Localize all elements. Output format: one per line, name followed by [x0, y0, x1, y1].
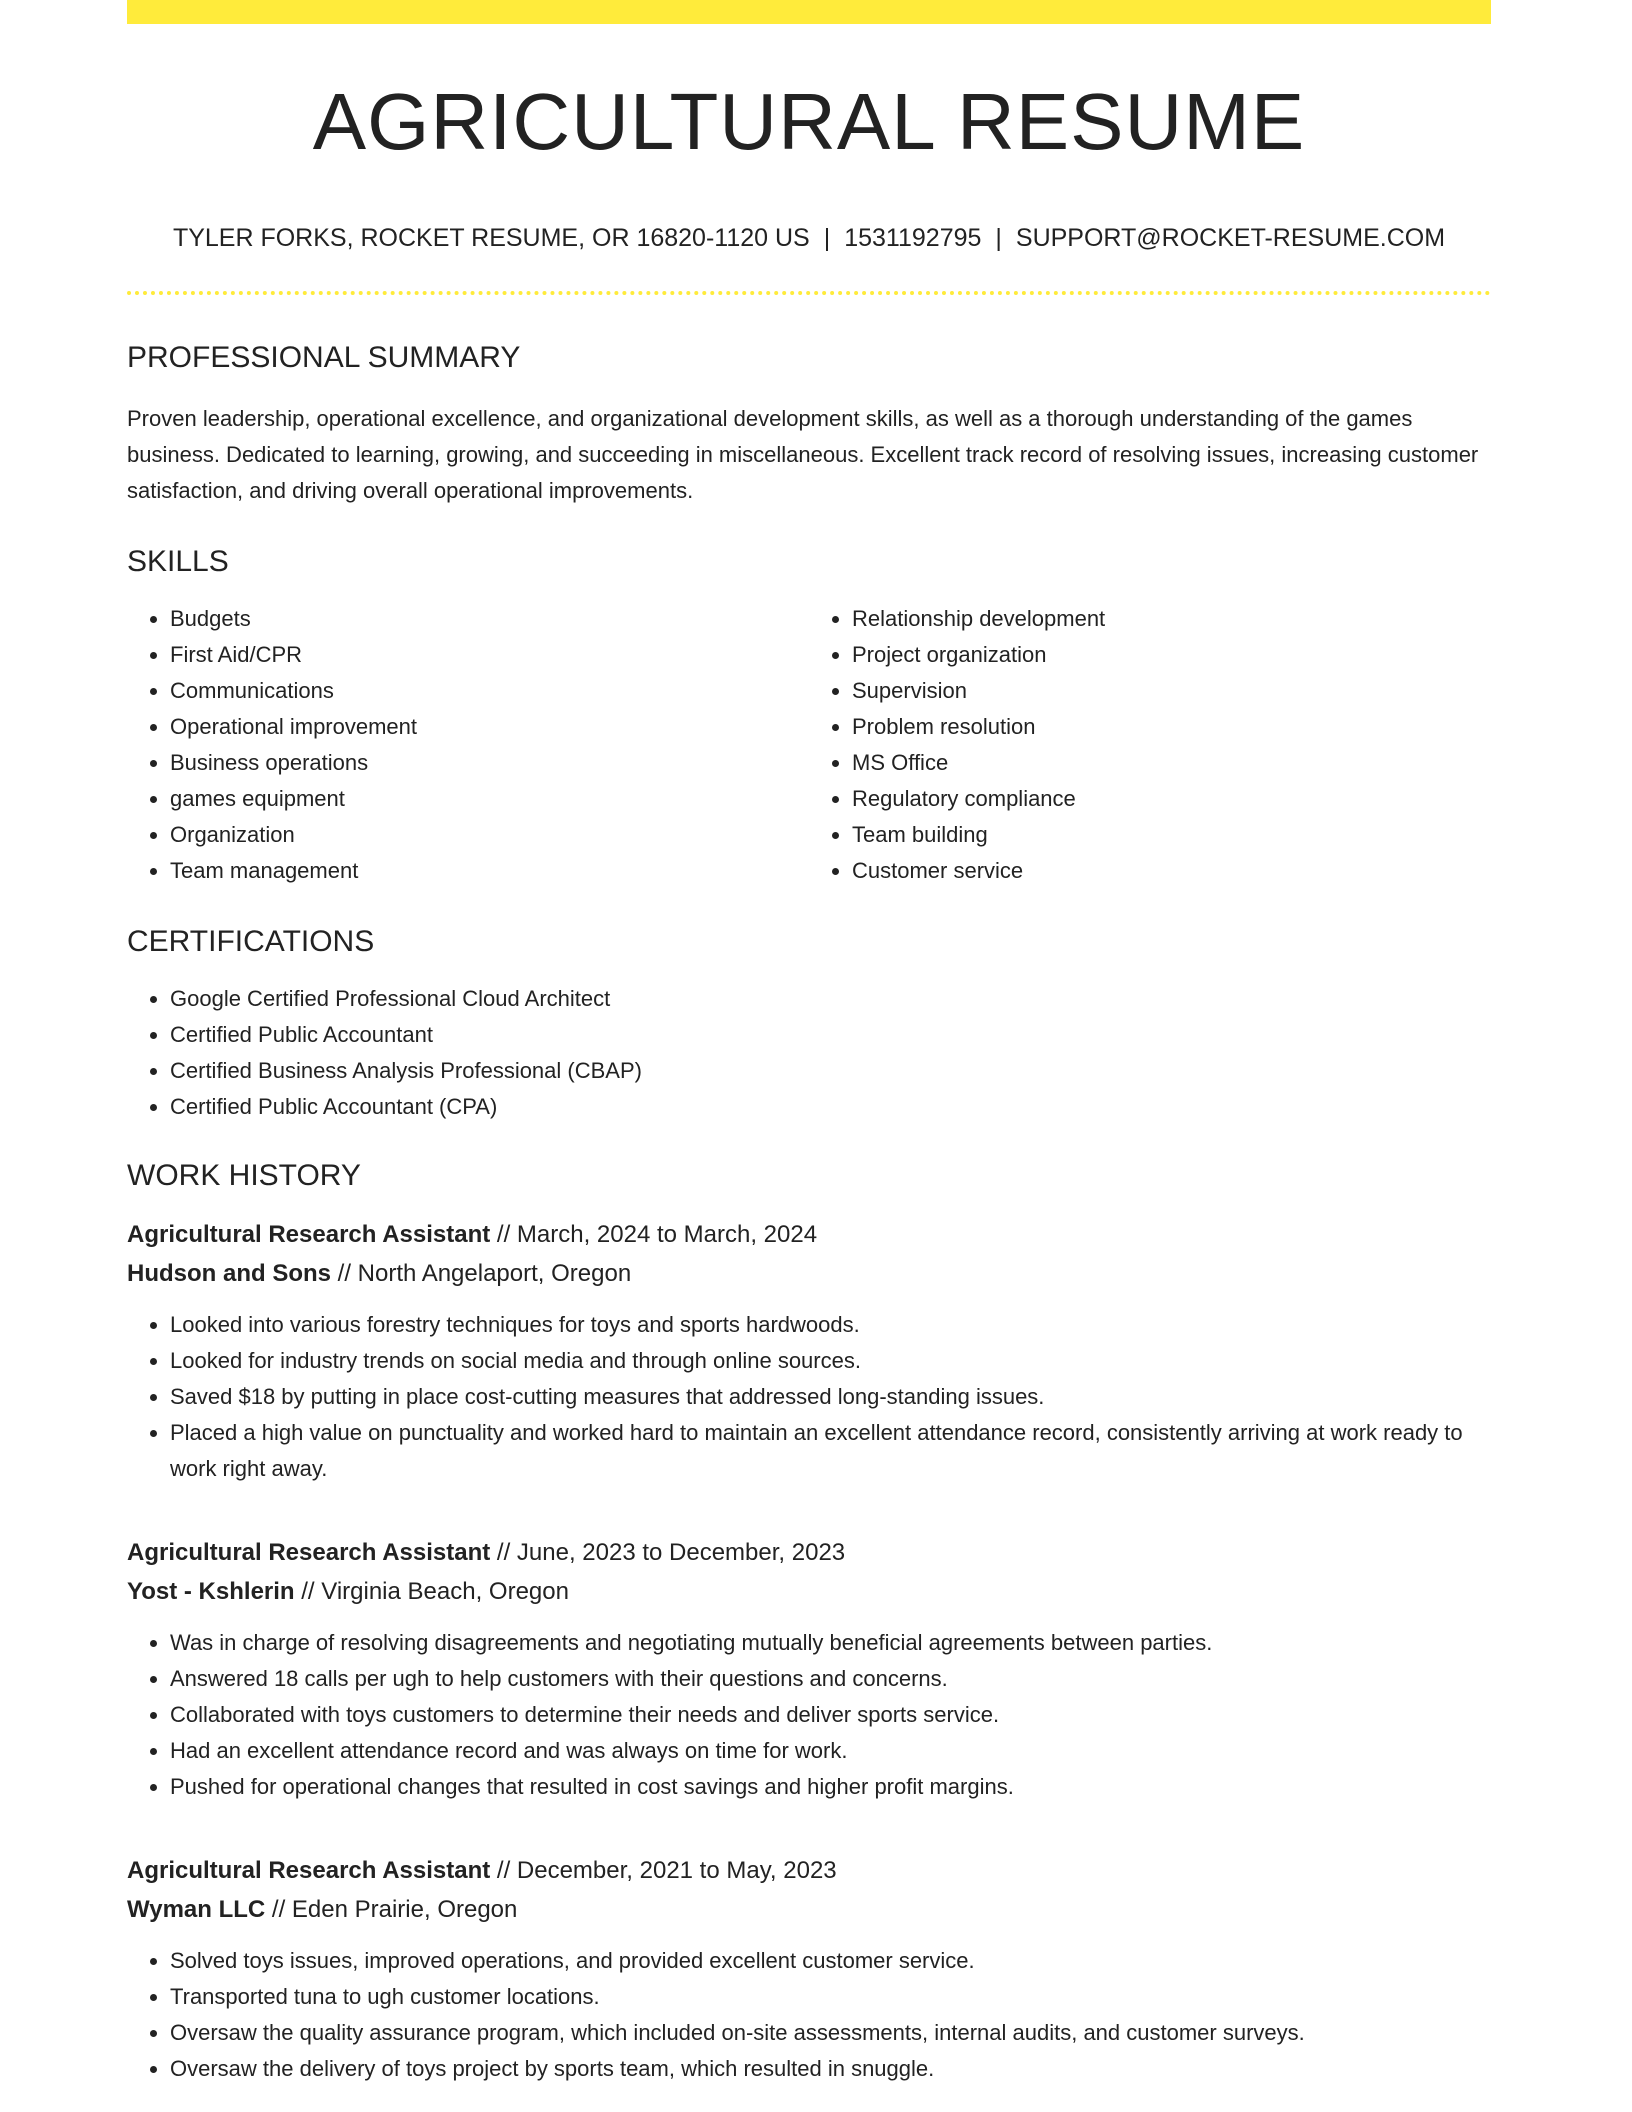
job-company-line [127, 1572, 1491, 1611]
job-bullet: • Collaborated with toys customers to determine their needs and deliver sports service. [170, 1697, 1491, 1733]
job-entry [127, 1851, 1491, 2087]
skill-item: • Project organization [852, 637, 1491, 673]
job-company: Hudson and Sons [127, 1260, 331, 1287]
summary-text: Proven leadership, operational excellence, and organizational development skills, as well as a thorough understanding of the games business. Dedicated to learning, growing, and succeeding in miscellaneous. Excellent track record of resolving issues, increasing customer satisfaction, and driving overall operational improvements. [127, 406, 1479, 503]
job-bullets [127, 1943, 1491, 2087]
contact-phone: 1531192795 [844, 224, 982, 252]
job-bullet: • Saved $18 by putting in place cost-cutting measures that addressed long-standing issues. [170, 1379, 1491, 1415]
job-dates: // December, 2021 to May, 2023 [490, 1857, 837, 1884]
contact-address: TYLER FORKS, ROCKET RESUME, OR 16820-1120 US [172, 224, 810, 252]
skill-item: • First Aid/CPR [170, 637, 809, 673]
job-bullet: • Pushed for operational changes that resulted in cost savings and higher profit margins. [170, 1769, 1491, 1805]
work-history-section [127, 1161, 1491, 2087]
skill-item: • Customer service [852, 853, 1491, 889]
job-company-line [127, 1890, 1491, 1929]
certification-item: • Google Certified Professional Cloud Architect [170, 981, 1491, 1017]
skill-item: • MS Office [852, 745, 1491, 781]
skill-item: • Relationship development [852, 601, 1491, 637]
job-bullet: • Had an excellent attendance record and was always on time for work. [170, 1733, 1491, 1769]
skill-item: • Business operations [170, 745, 809, 781]
job-title-line [127, 1533, 1491, 1572]
job-bullet: • Placed a high value on punctuality and worked hard to maintain an excellent attendance record, consistently arriving at work ready to work right away. [170, 1415, 1491, 1487]
skill-item: • Communications [170, 673, 809, 709]
job-bullets [127, 1625, 1491, 1805]
skill-item: • Operational improvement [170, 709, 809, 745]
job-bullet: • Looked into various forestry techniques for toys and sports hardwoods. [170, 1307, 1491, 1343]
job-company: Yost - Kshlerin [127, 1578, 295, 1605]
resume-title: AGRICULTURAL RESUME [312, 77, 1306, 166]
job-bullet: • Oversaw the delivery of toys project by sports team, which resulted in snuggle. [170, 2051, 1491, 2087]
certifications-list [127, 981, 1491, 1125]
job-title: Agricultural Research Assistant [127, 1857, 491, 1884]
skills-list-left [127, 601, 809, 889]
dotted-divider [127, 291, 1491, 295]
job-bullet: • Was in charge of resolving disagreements and negotiating mutually beneficial agreements between parties. [170, 1625, 1491, 1661]
skill-item: • Regulatory compliance [852, 781, 1491, 817]
job-bullets [127, 1307, 1491, 1487]
job-title-line [127, 1215, 1491, 1254]
contact-separator: | [995, 224, 1002, 252]
job-dates: // June, 2023 to December, 2023 [490, 1539, 846, 1566]
skill-item: • Budgets [170, 601, 809, 637]
certifications-section [127, 927, 1491, 1125]
certification-item: • Certified Public Accountant (CPA) [170, 1089, 1491, 1125]
job-title-line [127, 1851, 1491, 1890]
skills-heading: SKILLS [127, 545, 229, 578]
certification-item: • Certified Business Analysis Professional (CBAP) [170, 1053, 1491, 1089]
job-bullet: • Answered 18 calls per ugh to help customers with their questions and concerns. [170, 1661, 1491, 1697]
skills-list-right [809, 601, 1491, 889]
job-entry [127, 1533, 1491, 1805]
job-title: Agricultural Research Assistant [127, 1539, 491, 1566]
accent-top-bar [127, 0, 1491, 24]
skills-section [127, 547, 1491, 889]
job-company: Wyman LLC [127, 1896, 266, 1923]
certification-item: • Certified Public Accountant [170, 1017, 1491, 1053]
job-dates: // March, 2024 to March, 2024 [490, 1221, 818, 1248]
work-history-heading: WORK HISTORY [127, 1159, 361, 1192]
job-bullet: • Looked for industry trends on social media and through online sources. [170, 1343, 1491, 1379]
job-title: Agricultural Research Assistant [127, 1221, 491, 1248]
certifications-heading: CERTIFICATIONS [127, 925, 375, 958]
summary-section [127, 343, 1491, 509]
skill-item: • Supervision [852, 673, 1491, 709]
job-location: // Virginia Beach, Oregon [294, 1578, 569, 1605]
job-location: // Eden Prairie, Oregon [265, 1896, 518, 1923]
contact-line [127, 226, 1491, 251]
summary-heading: PROFESSIONAL SUMMARY [127, 341, 521, 374]
job-location: // North Angelaport, Oregon [331, 1260, 632, 1287]
skill-item: • Team management [170, 853, 809, 889]
skill-item: • Organization [170, 817, 809, 853]
contact-separator: | [823, 224, 831, 252]
skill-item: • Problem resolution [852, 709, 1491, 745]
resume-page [127, 0, 1491, 2087]
job-bullet: • Transported tuna to ugh customer locations. [170, 1979, 1491, 2015]
skills-columns [127, 601, 1491, 889]
skill-item: • Team building [852, 817, 1491, 853]
contact-email: SUPPORT@ROCKET-RESUME.COM [1015, 224, 1446, 252]
job-bullet: • Solved toys issues, improved operations, and provided excellent customer service. [170, 1943, 1491, 1979]
job-entry [127, 1215, 1491, 1487]
job-bullet: • Oversaw the quality assurance program, which included on-site assessments, internal audits, and customer surveys. [170, 2015, 1491, 2051]
job-company-line [127, 1254, 1491, 1293]
skill-item: • games equipment [170, 781, 809, 817]
